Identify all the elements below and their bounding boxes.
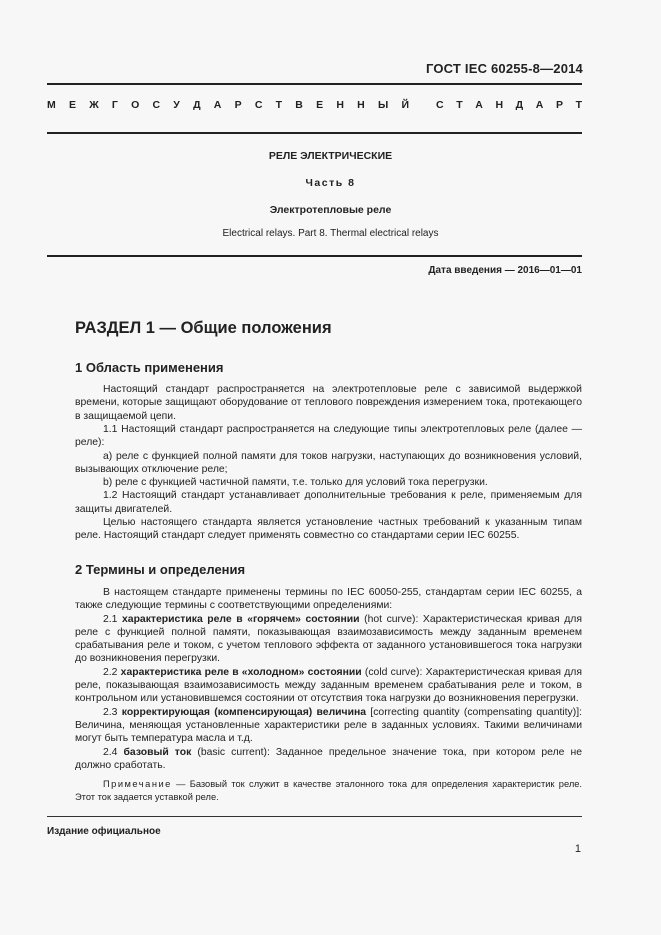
- edition-label: Издание официальное: [47, 826, 161, 837]
- paragraph: Целью настоящего стандарта является установление частных требований к указанным типам реле. Настоящий стандарт следует применять совместно со стандартами серии IEC 60255.: [75, 517, 582, 542]
- banner-letter: Ж: [89, 99, 99, 111]
- definition-2-3: [75, 706, 582, 746]
- heading-scope: 1 Область применения: [75, 360, 224, 375]
- section-title: РАЗДЕЛ 1 — Общие положения: [75, 319, 332, 337]
- definition-number: 2.2: [103, 666, 121, 678]
- paragraph: а) реле с функцией полной памяти для токов нагрузки, наступающих до возникновения условий, вызывающих отключение реле;: [75, 450, 582, 475]
- definition-term: базовый ток: [123, 746, 192, 758]
- banner-letter: У: [173, 99, 180, 111]
- title-rule: [47, 255, 582, 257]
- banner-letter: С: [436, 99, 444, 111]
- paragraph: 1.2 Настоящий стандарт устанавливает дополнительные требования к реле, применяемым для защиты двигателей.: [75, 490, 582, 515]
- banner-rule: [47, 132, 582, 134]
- banner-letter: Г: [111, 99, 118, 111]
- footer-rule: [47, 816, 582, 817]
- banner-letter: Е: [316, 99, 324, 111]
- heading-terms: 2 Термины и определения: [75, 562, 246, 577]
- banner-letter: Д: [515, 99, 524, 111]
- definition-number: 2.1: [103, 613, 123, 625]
- definition-2-4: [75, 746, 582, 773]
- interstate-word: [47, 99, 409, 111]
- scope-items: [75, 423, 582, 543]
- definition-text: (cold curve): Характеристическая кривая для реле, показывающая взаимозависимость между заданным временем срабатывания реле и током, в контрольном или установившемся состоянии от отсутствия тока нагрузки до возникновения перегрузки.: [75, 666, 582, 705]
- paragraph: В настоящем стандарте применены термины по IEC 60050-255, стандартам серии IEC 60255, а также следующие термины с соответствующими определениями:: [75, 587, 582, 612]
- banner-letter: Ы: [377, 99, 389, 111]
- standard-word: [436, 99, 582, 111]
- scope-body: [75, 383, 582, 423]
- top-rule: [47, 83, 582, 85]
- paragraph: b) реле с функцией частичной памяти, т.е. только для условий тока перегрузки.: [103, 477, 488, 489]
- note-label: Примечание: [103, 779, 172, 790]
- document-subtitle: Электротепловые реле: [269, 204, 392, 216]
- paragraph: Настоящий стандарт распространяется на электротепловые реле с зависимой выдержкой времени, которые защищают оборудование от теплового повреждения измерением тока, протекающего в защищаемой цепи.: [75, 384, 582, 422]
- interstate-standard-banner: [47, 99, 582, 111]
- english-title: Electrical relays. Part 8. Thermal electrical relays: [222, 228, 439, 239]
- banner-letter: Д: [193, 99, 201, 111]
- definition-term: характеристика реле в «холодном» состоянии: [120, 666, 362, 678]
- paragraph: 1.1 Настоящий стандарт распространяется на следующие типы электротепловых реле (далее — реле):: [75, 424, 582, 449]
- banner-letter: Т: [456, 99, 463, 111]
- banner-letter: Н: [357, 99, 365, 111]
- banner-letter: О: [131, 99, 140, 111]
- definition-term: корректирующая (компенсирующая) величина: [121, 706, 367, 718]
- definition-2-1: [75, 613, 582, 666]
- note-text: — Базовый ток служит в качестве эталонного тока для определения характеристик реле. Этот ток задается уставкой реле.: [75, 779, 582, 803]
- definition-term: характеристика реле в «горячем» состоянии: [122, 613, 360, 625]
- definition-text: (hot curve): Характеристическая кривая для реле с функцией полной памяти, показывающая взаимозависимость между заданным временем срабатывания реле и током, с учетом теплового эффекта от заданного установившегося тока нагрузки до возникновения перегрузки.: [75, 613, 582, 665]
- banner-letter: Й: [401, 99, 409, 111]
- introduction-date: Дата введения — 2016—01—01: [428, 265, 582, 276]
- banner-letter: Н: [336, 99, 344, 111]
- banner-letter: Н: [495, 99, 504, 111]
- banner-letter: Р: [234, 99, 242, 111]
- banner-letter: А: [535, 99, 544, 111]
- document-title: РЕЛЕ ЭЛЕКТРИЧЕСКИЕ: [268, 150, 393, 162]
- banner-letter: М: [47, 99, 56, 111]
- banner-letter: Т: [575, 99, 582, 111]
- definition-number: 2.3: [103, 706, 122, 718]
- banner-letter: В: [295, 99, 303, 111]
- standard-code: ГОСТ IEC 60255-8—2014: [425, 61, 583, 76]
- note: [75, 778, 582, 804]
- banner-letter: Р: [555, 99, 563, 111]
- banner-letter: А: [475, 99, 483, 111]
- banner-letter: Т: [275, 99, 283, 111]
- page-number: 1: [574, 843, 581, 855]
- definition-number: 2.4: [103, 746, 124, 758]
- definition-text: [correcting quantity (compensating quantity)]: Величина, меняющая установленные характеристики реле в заданных условиях. Такими величинами могут быть температура масла и т.д.: [75, 706, 582, 745]
- part-number: Часть 8: [305, 177, 356, 189]
- definition-text: (basic current): Заданное предельное значение тока, при котором реле не должно сработать.: [75, 746, 582, 771]
- banner-letter: С: [254, 99, 263, 111]
- banner-letter: А: [213, 99, 222, 111]
- banner-letter: Е: [68, 99, 76, 111]
- terms-body: [75, 586, 582, 804]
- definition-2-2: [75, 666, 582, 706]
- banner-letter: С: [152, 99, 161, 111]
